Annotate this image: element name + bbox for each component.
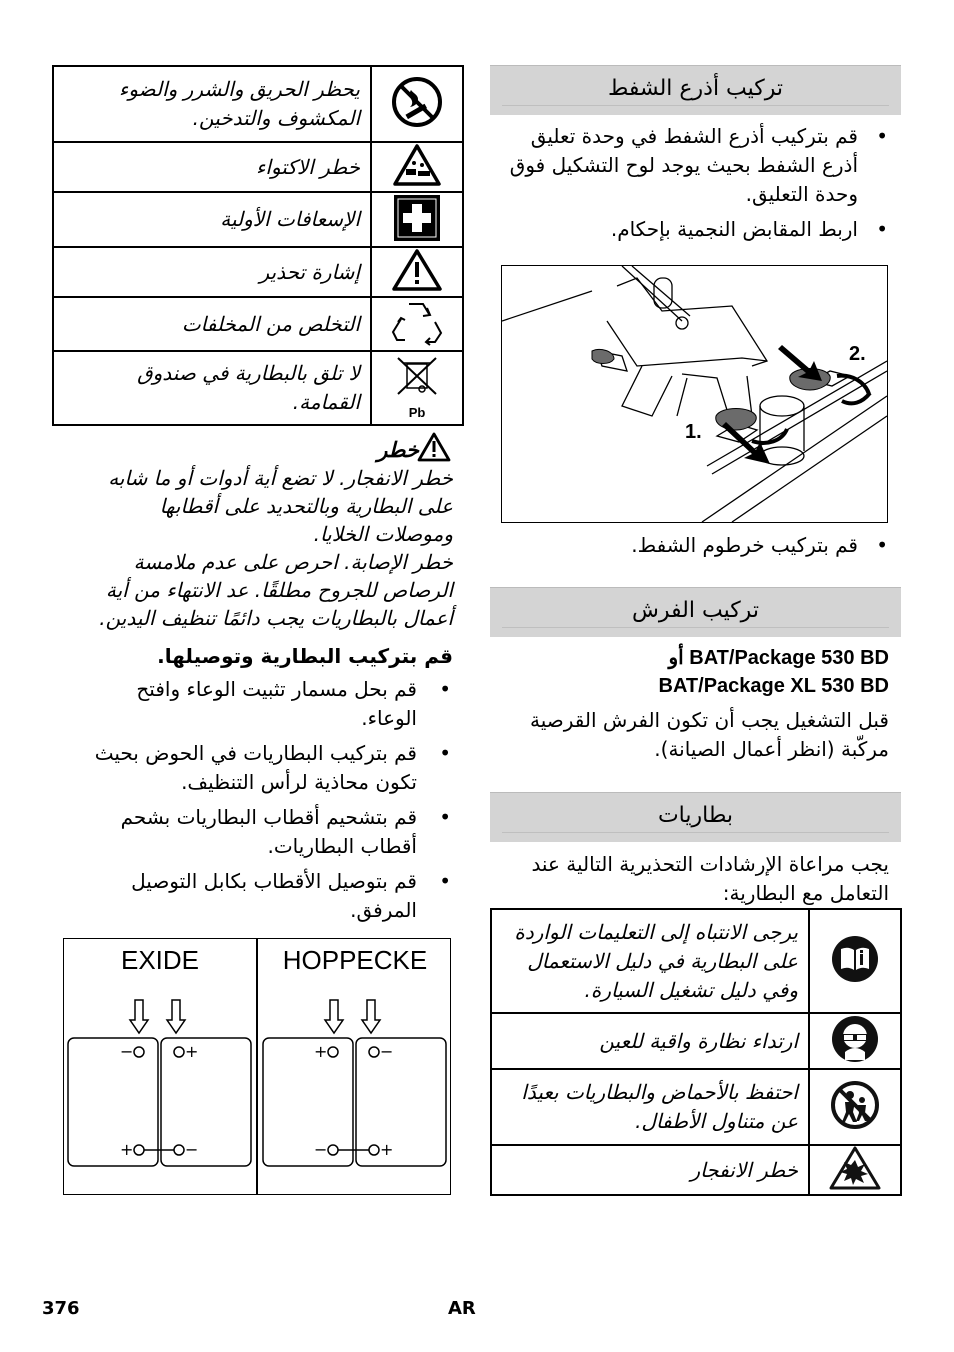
squeegee-steps xyxy=(500,122,890,250)
danger-notice xyxy=(85,430,453,632)
list-item: • قم بتركيب البطاريات في الحوض بحيث تكون محاذية لرأس التنظيف. xyxy=(85,739,453,797)
danger-explosion-text: خطر الانفجار. لا تضع أية أدوات أو ما شابه على البطارية وبالتحديد على أقطابها وموصلات الخلايا. xyxy=(108,466,453,546)
model-line-2: BAT/Package XL 530 BD xyxy=(658,675,889,697)
first-aid-icon xyxy=(371,192,463,247)
acid-corrosion-icon xyxy=(371,142,463,192)
recycling-icon xyxy=(371,297,463,351)
list-item: • قم بتشحيم أقطاب البطاريات بشحم أقطاب البطاريات. xyxy=(85,803,453,861)
symbol-text: الإسعافات الأولية xyxy=(53,192,371,247)
squeegee-drawing xyxy=(502,266,887,522)
symbol-text: يحظر الحريق والشرر والضوء المكشوف والتدخين. xyxy=(53,66,371,142)
brushes-note: قبل التشغيل يجب أن تكون الفرش القرصية مركّبة (انظر أعمال الصيانة). xyxy=(530,708,889,761)
svg-text:+: + xyxy=(120,1140,134,1159)
safety-goggles-icon xyxy=(809,1013,901,1069)
svg-text:−: − xyxy=(380,1042,394,1061)
warning-text: خطر الانفجار xyxy=(491,1145,809,1195)
batteries-section-header xyxy=(490,792,901,842)
danger-title: خطر xyxy=(377,438,419,462)
svg-text:−: − xyxy=(120,1042,134,1061)
battery-drawing xyxy=(64,994,450,1194)
list-item: • قم بتركيب خرطوم الشفط. xyxy=(500,531,890,560)
explosion-icon xyxy=(809,1145,901,1195)
warning-triangle-icon xyxy=(417,432,451,462)
install-steps xyxy=(85,675,453,925)
brushes-content xyxy=(490,644,889,764)
crossed-bin-icon xyxy=(371,351,463,425)
svg-text:−: − xyxy=(185,1140,199,1159)
symbol-text: التخلص من المخلفات xyxy=(53,297,371,351)
install-battery-section xyxy=(85,642,453,931)
manual-info-icon xyxy=(809,909,901,1013)
battery-warnings-table xyxy=(490,908,902,1196)
symbol-text: خطر الاكتواء xyxy=(53,142,371,192)
language-code: AR xyxy=(448,1298,476,1319)
section-title: تركيب أذرع الشفط xyxy=(607,76,784,101)
brushes-section-header xyxy=(490,587,901,637)
list-item: • اربط المقابض النجمية بإحكام. xyxy=(500,215,890,244)
squeegee-illustration xyxy=(501,265,888,523)
section-title: بطاريات xyxy=(657,803,734,828)
battery-connection-diagram xyxy=(63,938,451,1195)
svg-text:+: + xyxy=(185,1042,199,1061)
step-2-label: 2. xyxy=(849,343,866,365)
symbol-text: إشارة تحذير xyxy=(53,247,371,297)
svg-text:+: + xyxy=(314,1042,328,1061)
keep-away-children-icon xyxy=(809,1069,901,1145)
squeegee-after-step xyxy=(500,531,890,566)
squeegee-section-header xyxy=(490,65,901,115)
hoppecke-label: HOPPECKE xyxy=(282,945,428,975)
warning-text: ارتداء نظارة واقية للعين xyxy=(491,1013,809,1069)
list-item: • قم بحل مسمار تثبيت الوعاء وافتح الوعاء. xyxy=(85,675,453,733)
warning-text: احتفظ بالأحماض والبطاريات بعيدًا عن متناول الأطفال. xyxy=(491,1069,809,1145)
danger-injury-text: خطر الإصابة. احرص على عدم ملامسة الرصاص للجروح مطلقًا. عد الانتهاء من أية أعمال بالبطاريات يجب دائمًا تنظيف اليدين. xyxy=(99,550,453,630)
battery-symbols-table xyxy=(52,65,464,426)
batteries-intro: يجب مراعاة الإرشادات التحذيرية التالية عند التعامل مع البطارية: xyxy=(531,852,889,905)
page-number: 376 xyxy=(42,1298,80,1319)
exide-label: EXIDE xyxy=(120,945,200,975)
no-fire-smoking-icon xyxy=(371,66,463,142)
svg-text:+: + xyxy=(380,1140,394,1159)
install-heading: قم بتركيب البطارية وتوصيلها. xyxy=(157,644,453,668)
step-1-label: 1. xyxy=(685,421,702,443)
list-item: • قم بتوصيل الأقطاب بكابل التوصيل المرفق. xyxy=(85,867,453,925)
svg-text:−: − xyxy=(314,1140,328,1159)
symbol-text: لا تلق بالبطارية في صندوق القمامة. xyxy=(53,351,371,425)
list-item: • قم بتركيب أذرع الشفط في وحدة تعليق أذرع الشفط بحيث يوجد لوح التشكيل فوق وحدة التعليق. xyxy=(500,122,890,209)
danger-heading xyxy=(85,430,453,464)
warning-triangle-icon xyxy=(371,247,463,297)
pb-label: Pb xyxy=(408,405,426,420)
section-title: تركيب الفرش xyxy=(632,598,759,623)
model-line-1: BAT/Package 530 BD أو xyxy=(668,647,889,669)
warning-text: يرجى الانتباه إلى التعليمات الواردة على البطارية في دليل الاستعمال وفي دليل تشغيل السيارة. xyxy=(491,909,809,1013)
